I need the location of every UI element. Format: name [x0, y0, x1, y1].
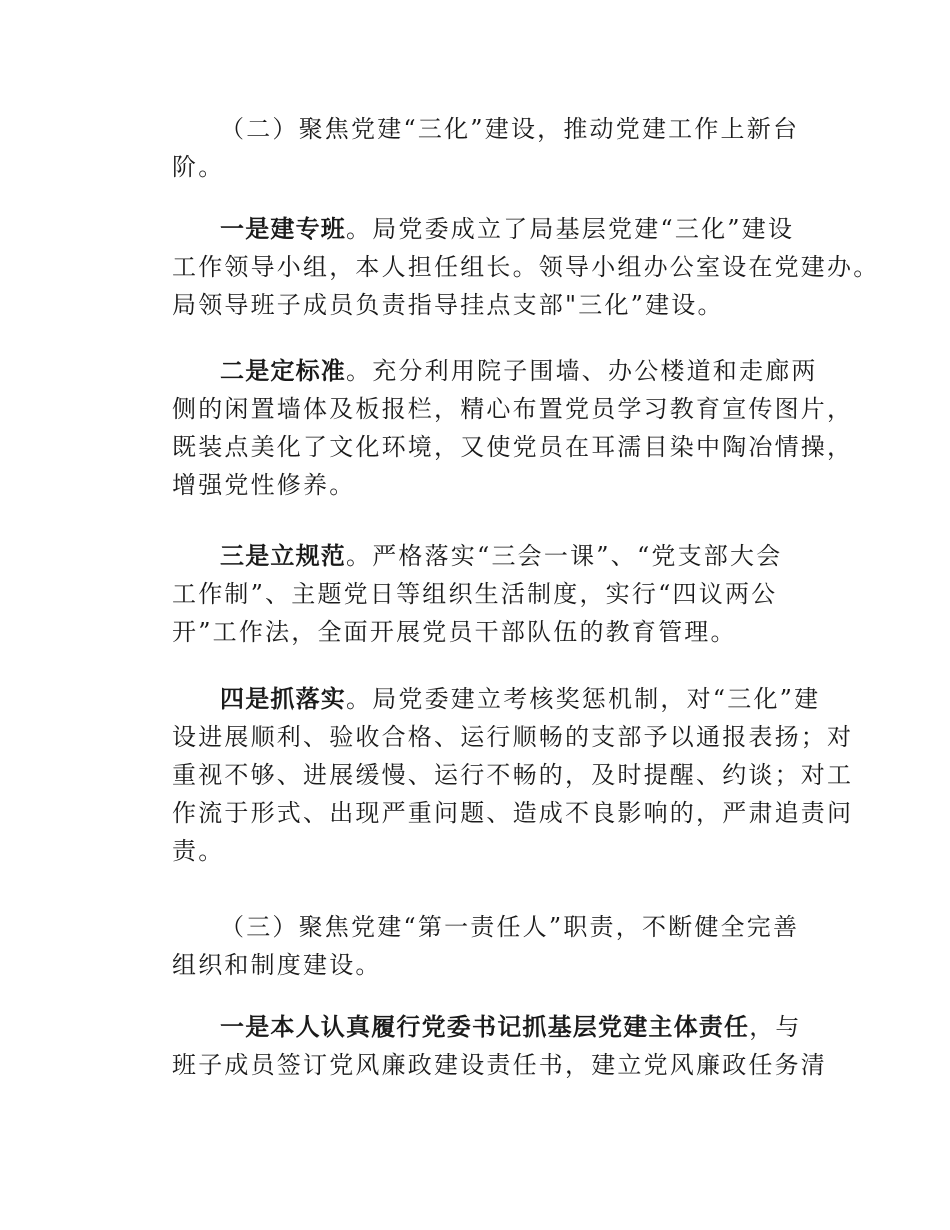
text-line: 阶。	[172, 153, 225, 181]
text-line	[172, 1008, 812, 1046]
text-line: （三）聚焦党建“第一责任人”职责，不断健全完善	[220, 913, 800, 941]
text-line	[172, 680, 821, 718]
paragraph-establish-rules	[172, 537, 812, 651]
section-heading-2	[172, 110, 812, 186]
lead-phrase: 三是立规范	[220, 542, 346, 570]
text-line: 设进展顺利、验收合格、运行顺畅的支部予以通报表扬；对	[172, 723, 854, 751]
lead-phrase: 二是定标准	[220, 357, 346, 385]
paragraph-implementation	[172, 680, 854, 870]
text-line	[172, 210, 812, 248]
text-line	[172, 537, 812, 575]
text-line: 既装点美化了文化环境，又使党员在耳濡目染中陶冶情操，	[172, 433, 854, 461]
text-line: 工作制”、主题党日等组织生活制度，实行“四议两公	[172, 580, 778, 608]
text-run: 。充分利用院子围墙、办公楼道和走廊两	[346, 357, 818, 385]
text-line: 班子成员签订党风廉政建设责任书，建立党风廉政任务清	[172, 1051, 827, 1079]
text-line: （二）聚焦党建“三化”建设，推动党建工作上新台	[220, 115, 800, 143]
lead-phrase: 一是建专班	[220, 215, 346, 243]
text-run: ，与	[749, 1013, 802, 1041]
paragraph-build-team	[172, 210, 880, 324]
text-run: 。局党委成立了局基层党建“三化”建设	[346, 215, 795, 243]
text-line: 增强党性修养。	[172, 471, 356, 499]
paragraph-set-standards	[172, 352, 854, 504]
text-line: 工作领导小组，本人担任组长。领导小组办公室设在党建办。	[172, 253, 880, 281]
text-line	[172, 352, 818, 390]
section-heading-3	[172, 908, 812, 984]
text-line: 责。	[172, 837, 225, 865]
text-line: 开”工作法，全面开展党员干部队伍的教育管理。	[172, 618, 737, 646]
text-line: 局领导班子成员负责指导挂点支部"三化”建设。	[172, 291, 724, 319]
text-line: 重视不够、进展缓慢、运行不畅的，及时提醒、约谈；对工	[172, 761, 854, 789]
text-line: 侧的闲置墙体及板报栏，精心布置党员学习教育宣传图片，	[172, 395, 854, 423]
text-run: 。局党委建立考核奖惩机制，对“三化”建	[346, 685, 821, 713]
lead-phrase: 一是本人认真履行党委书记抓基层党建主体责任	[220, 1013, 750, 1041]
text-line: 作流于形式、出现严重问题、造成不良影响的，严肃追责问	[172, 799, 854, 827]
text-run: 。严格落实“三会一课”、“党支部大会	[346, 542, 783, 570]
lead-phrase: 四是抓落实	[220, 685, 346, 713]
paragraph-responsibility	[172, 1008, 827, 1084]
text-line: 组织和制度建设。	[172, 951, 382, 979]
